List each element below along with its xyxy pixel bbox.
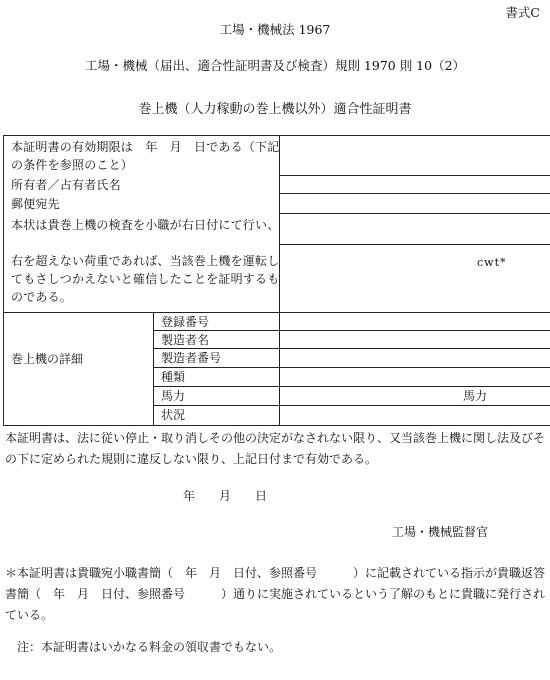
document-title: 巻上機（人力稼動の巻上機以外）適合性証明書 [138, 102, 412, 117]
table-row-rule [153, 330, 550, 331]
rule-title: 工場・機械（届出、適合性証明書及び検査）規則 1970 則 10（2） [84, 58, 466, 73]
table-row-rule [279, 175, 550, 176]
certificate-table [3, 135, 550, 426]
manufacturer-number-label: 製造者番号 [161, 351, 222, 365]
table-row-rule [153, 386, 550, 387]
condition-label: 状況 [161, 408, 186, 422]
address-label: 郵便宛先 [11, 197, 60, 211]
table-row-rule [3, 312, 550, 313]
receipt-note: 注：本証明書はいかなる料金の領収書でもない。 [17, 640, 282, 654]
table-border-top [3, 135, 550, 136]
table-row-rule [279, 244, 550, 245]
inspector-title: 工場・機械監督官 [392, 525, 489, 539]
law-title: 工場・機械法 1967 [219, 22, 331, 37]
load-unit: cwt* [477, 256, 507, 269]
reference-note: ＊本証明書は貴職宛小職書簡（ 年 月 日付、参照番号 ）に記載されている指示が貴職返答書簡（ 年 月 日付、参照番号 ）通りに実施されているという了解のもとに貴職に発行されている。 [5, 566, 546, 622]
inspection-text: 本状は貴巻上機の検査を小職が右日付にて行い、 [11, 218, 280, 232]
hoist-details-label: 巻上機の詳細 [11, 352, 84, 366]
issue-date: 年 月 日 [183, 489, 268, 503]
horsepower-unit: 馬力 [463, 389, 488, 403]
owner-label: 所有者／占有者氏名 [11, 178, 121, 192]
load-text: 右を超えない荷重であれば、当該巻上機を運転してもさしつかえないと確信したことを証明するものである。 [11, 254, 280, 304]
table-row-rule [279, 193, 550, 194]
table-row-rule [279, 213, 550, 214]
registration-number-label: 登録番号 [161, 315, 210, 329]
table-border-left [3, 135, 4, 426]
validity-text: 本証明書の有効期限は 年 月 日である（下記の条件を参照のこと） [11, 140, 280, 172]
table-row-rule [153, 405, 550, 406]
horsepower-label: 馬力 [161, 389, 186, 403]
manufacturer-name-label: 製造者名 [161, 333, 210, 347]
form-code: 書式C [505, 5, 540, 20]
table-border-bottom [3, 425, 550, 426]
type-label: 種類 [161, 370, 186, 384]
validity-clause: 本証明書は、法に従い停止・取り消しその他の決定がなされない限り、又当該巻上機に関し法及びその下に定められた規則に違反しない限り、上記日付まで有効である。 [5, 431, 546, 466]
table-row-rule [153, 367, 550, 368]
